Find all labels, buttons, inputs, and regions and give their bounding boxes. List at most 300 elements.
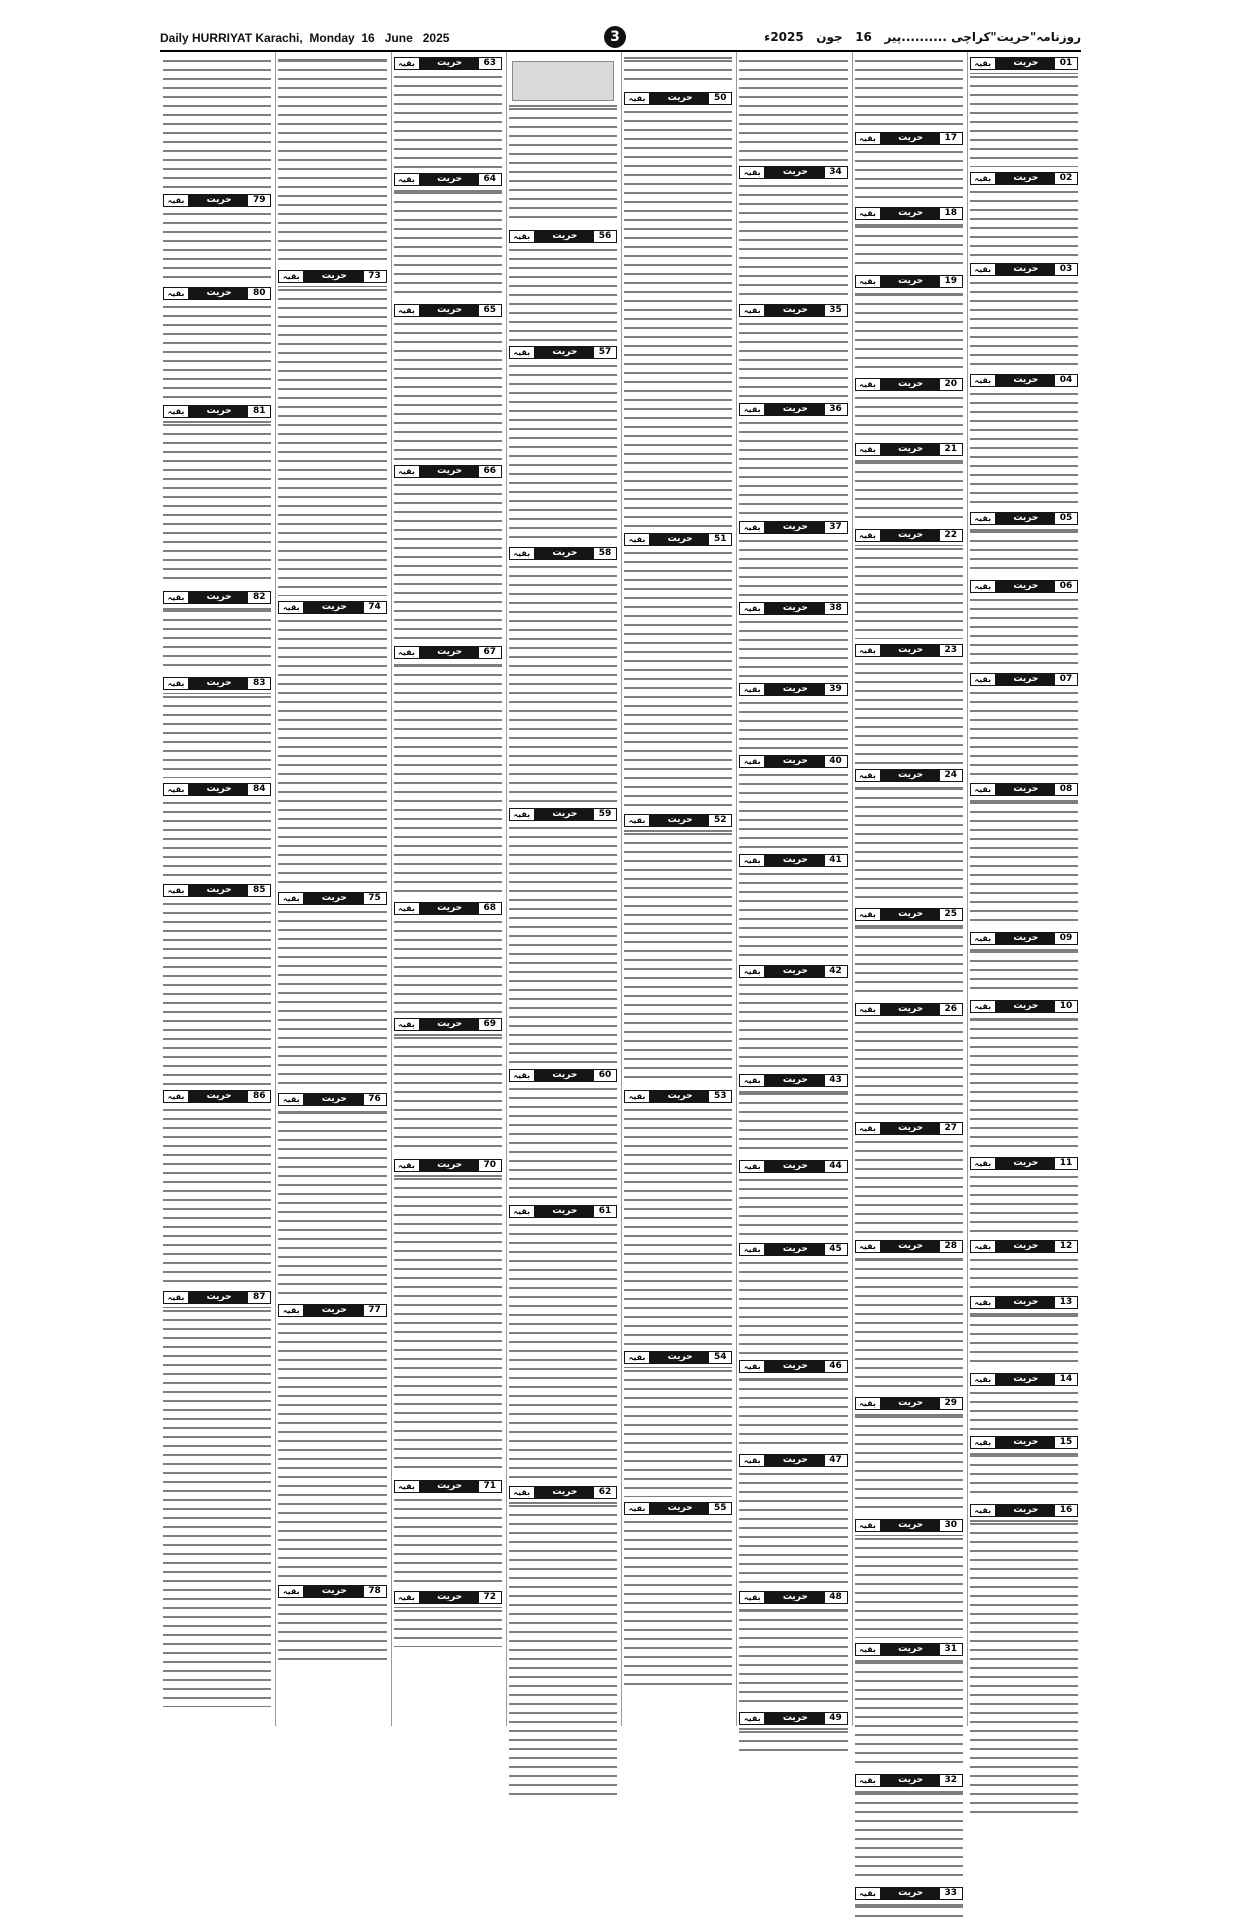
item-continuation-label: بقیہ: [856, 1775, 880, 1786]
item-header-bar: [739, 683, 847, 696]
item-number: 40: [825, 756, 847, 767]
news-item: [968, 507, 1080, 575]
news-item: [968, 1431, 1080, 1499]
item-masthead-word: حریت: [1013, 581, 1039, 591]
item-continuation-label: بقیہ: [164, 678, 188, 689]
news-item: [968, 1152, 1080, 1235]
news-item: [507, 1200, 619, 1481]
item-continuation-label: بقیہ: [971, 1374, 995, 1385]
item-masthead-word: حریت: [321, 1586, 347, 1596]
item-masthead-word: حریت: [552, 548, 578, 558]
item-header-bar: [855, 275, 963, 288]
item-continuation-label: بقیہ: [971, 1001, 995, 1012]
item-header-bar: [970, 1373, 1078, 1386]
item-masthead-word: حریت: [321, 602, 347, 612]
news-item: [276, 596, 388, 887]
item-masthead-word: حریت: [782, 1075, 808, 1085]
item-number: 32: [940, 1775, 962, 1786]
article-text-block: [394, 1034, 502, 1154]
news-item: [276, 1580, 388, 1661]
article-text-block: [970, 1389, 1078, 1431]
item-continuation-label: بقیہ: [625, 534, 649, 545]
item-continuation-label: بقیہ: [971, 264, 995, 275]
article-text-block: [394, 481, 502, 641]
item-header-bar: [970, 1504, 1078, 1517]
article-text-block: [855, 1659, 963, 1769]
article-text-block: [970, 799, 1078, 927]
news-item: [853, 1882, 965, 1923]
item-masthead-word: حریت: [321, 271, 347, 281]
item-number: 35: [825, 305, 847, 316]
item-continuation-label: بقیہ: [164, 784, 188, 795]
item-continuation-label: بقیہ: [856, 444, 880, 455]
item-header-bar: [509, 808, 617, 821]
item-number: 01: [1055, 58, 1077, 69]
article-text-block: [509, 105, 617, 225]
article-text-block: [394, 320, 502, 460]
news-item: [737, 849, 849, 960]
item-masthead-word: حریت: [667, 93, 693, 103]
item-masthead-word: حریت: [782, 1361, 808, 1371]
item-continuation-label: بقیہ: [740, 855, 764, 866]
item-continuation-label: بقیہ: [510, 231, 534, 242]
news-columns: [160, 52, 1081, 1898]
item-header-bar: [163, 677, 271, 690]
article-text-block: [855, 924, 963, 998]
item-number: 20: [940, 379, 962, 390]
item-header-bar: [394, 304, 502, 317]
news-item: [737, 750, 849, 849]
news-column: [852, 52, 965, 1898]
article-text-block: [394, 662, 502, 897]
news-item: [853, 639, 965, 764]
news-item: [276, 887, 388, 1088]
item-continuation-label: بقیہ: [971, 1241, 995, 1252]
item-header-bar: [624, 533, 732, 546]
news-item: [853, 764, 965, 903]
news-item: [276, 1299, 388, 1580]
item-header-bar: [970, 512, 1078, 525]
article-text-block: [624, 1518, 732, 1688]
news-item: [392, 641, 504, 897]
item-number: 39: [825, 684, 847, 695]
item-masthead-word: حریت: [667, 815, 693, 825]
item-number: 71: [479, 1481, 501, 1492]
item-masthead-word: حریت: [437, 466, 463, 476]
item-number: 56: [594, 231, 616, 242]
news-item: [507, 341, 619, 542]
item-continuation-label: بقیہ: [971, 513, 995, 524]
news-item: [737, 1586, 849, 1707]
item-number: 60: [594, 1070, 616, 1081]
article-text-block: [739, 1607, 847, 1707]
item-masthead-word: حریت: [667, 1503, 693, 1513]
item-masthead-word: حریت: [321, 1305, 347, 1315]
news-item: [737, 1155, 849, 1238]
item-continuation-label: بقیہ: [856, 379, 880, 390]
item-continuation-label: بقیہ: [510, 1487, 534, 1498]
news-item: [161, 282, 273, 400]
article-text-block: [970, 1452, 1078, 1499]
masthead: [160, 26, 1081, 52]
item-number: 13: [1055, 1297, 1077, 1308]
item-masthead-word: حریت: [782, 522, 808, 532]
item-continuation-label: بقیہ: [856, 1520, 880, 1531]
item-header-bar: [278, 1304, 386, 1317]
item-number: 68: [479, 903, 501, 914]
item-masthead-word: حریت: [206, 592, 232, 602]
item-masthead-word: حریت: [1013, 264, 1039, 274]
item-masthead-word: حریت: [437, 1592, 463, 1602]
item-continuation-label: بقیہ: [740, 966, 764, 977]
item-continuation-label: بقیہ: [740, 522, 764, 533]
item-continuation-label: بقیہ: [279, 893, 303, 904]
item-masthead-word: حریت: [1013, 1505, 1039, 1515]
item-continuation-label: بقیہ: [279, 602, 303, 613]
item-masthead-word: حریت: [782, 167, 808, 177]
item-number: 66: [479, 466, 501, 477]
item-number: 85: [248, 885, 270, 896]
item-number: 11: [1055, 1158, 1077, 1169]
item-number: 81: [248, 406, 270, 417]
item-number: 58: [594, 548, 616, 559]
item-number: 36: [825, 404, 847, 415]
item-masthead-word: حریت: [898, 208, 924, 218]
item-header-bar: [739, 1454, 847, 1467]
article-text-block: [624, 1106, 732, 1346]
item-masthead-word: حریت: [321, 1094, 347, 1104]
article-text-block: [855, 1413, 963, 1514]
item-continuation-label: بقیہ: [856, 1398, 880, 1409]
item-number: 31: [940, 1644, 962, 1655]
article-text-block: [278, 1601, 386, 1661]
article-text-block: [509, 1085, 617, 1200]
news-item: [161, 778, 273, 879]
item-header-bar: [739, 304, 847, 317]
news-column: [391, 52, 504, 1726]
article-text-block: [163, 900, 271, 1085]
item-masthead-word: حریت: [667, 1091, 693, 1101]
news-item: [276, 265, 388, 596]
item-masthead-word: حریت: [206, 784, 232, 794]
article-text-block: [394, 1607, 502, 1647]
item-number: 19: [940, 276, 962, 287]
news-item: [853, 1392, 965, 1514]
item-number: 77: [364, 1305, 386, 1316]
item-masthead-word: حریت: [898, 276, 924, 286]
news-item: [968, 995, 1080, 1152]
item-continuation-label: بقیہ: [164, 288, 188, 299]
article-text-block: [739, 771, 847, 849]
article-text-block: [163, 799, 271, 879]
item-number: 48: [825, 1592, 847, 1603]
item-masthead-word: حریت: [898, 770, 924, 780]
item-number: 80: [248, 288, 270, 299]
item-number: 24: [940, 770, 962, 781]
item-number: 26: [940, 1004, 962, 1015]
item-continuation-label: بقیہ: [856, 276, 880, 287]
news-column: [621, 52, 734, 1726]
item-continuation-label: بقیہ: [510, 1206, 534, 1217]
item-masthead-word: حریت: [1013, 1241, 1039, 1251]
item-masthead-word: حریت: [437, 1481, 463, 1491]
article-text-block: [509, 1502, 617, 1802]
news-photo: [512, 61, 614, 101]
item-header-bar: [509, 346, 617, 359]
item-masthead-word: حریت: [321, 893, 347, 903]
article-text-block: [855, 394, 963, 438]
news-item: [392, 1154, 504, 1475]
article-text-block: [855, 291, 963, 373]
item-masthead-word: حریت: [667, 1352, 693, 1362]
item-masthead-word: حریت: [898, 379, 924, 389]
item-masthead-word: حریت: [782, 603, 808, 613]
item-continuation-label: بقیہ: [971, 58, 995, 69]
item-masthead-word: حریت: [898, 1123, 924, 1133]
article-text-block: [624, 57, 732, 87]
news-item: [622, 809, 734, 1085]
news-item: [161, 1286, 273, 1707]
news-item: [392, 168, 504, 299]
news-item: [276, 1088, 388, 1299]
item-number: 27: [940, 1123, 962, 1134]
item-number: 07: [1055, 674, 1077, 685]
item-continuation-label: بقیہ: [625, 93, 649, 104]
item-number: 64: [479, 174, 501, 185]
item-header-bar: [509, 1069, 617, 1082]
article-text-block: [970, 73, 1078, 167]
news-item: [737, 1238, 849, 1355]
item-continuation-label: بقیہ: [625, 1352, 649, 1363]
article-text-block: [855, 1256, 963, 1392]
article-text-block: [509, 362, 617, 542]
item-masthead-word: حریت: [206, 678, 232, 688]
item-header-bar: [278, 1093, 386, 1106]
article-text-block: [394, 918, 502, 1013]
news-column: [161, 52, 273, 1726]
item-masthead-word: حریت: [552, 231, 578, 241]
item-number: 23: [940, 645, 962, 656]
news-item: [968, 778, 1080, 927]
item-continuation-label: بقیہ: [740, 756, 764, 767]
news-item: [968, 1499, 1080, 1820]
item-header-bar: [624, 814, 732, 827]
item-header-bar: [970, 1240, 1078, 1253]
article-text-block: [855, 223, 963, 270]
article-text-block: [855, 785, 963, 903]
item-continuation-label: بقیہ: [395, 1160, 419, 1171]
item-header-bar: [278, 270, 386, 283]
item-continuation-label: بقیہ: [625, 1091, 649, 1102]
item-masthead-word: حریت: [1013, 933, 1039, 943]
item-header-bar: [970, 783, 1078, 796]
item-header-bar: [394, 902, 502, 915]
item-continuation-label: بقیہ: [164, 885, 188, 896]
news-item: [853, 1235, 965, 1392]
article-text-block: [970, 390, 1078, 507]
news-item: [853, 998, 965, 1117]
item-continuation-label: بقیہ: [971, 784, 995, 795]
item-masthead-word: حریت: [552, 1206, 578, 1216]
article-text-block: [394, 73, 502, 168]
item-masthead-word: حریت: [898, 1644, 924, 1654]
news-item: [161, 52, 273, 189]
news-item: [968, 258, 1080, 369]
article-text-block: [394, 1175, 502, 1475]
item-masthead-word: حریت: [782, 684, 808, 694]
item-number: 49: [825, 1713, 847, 1724]
news-item: [392, 1013, 504, 1154]
item-number: 76: [364, 1094, 386, 1105]
item-continuation-label: بقیہ: [971, 933, 995, 944]
item-masthead-word: حریت: [782, 404, 808, 414]
item-continuation-label: بقیہ: [856, 1241, 880, 1252]
item-masthead-word: حریت: [782, 1161, 808, 1171]
item-header-bar: [855, 132, 963, 145]
item-header-bar: [394, 1480, 502, 1493]
item-continuation-label: بقیہ: [856, 770, 880, 781]
item-continuation-label: بقیہ: [395, 58, 419, 69]
article-text-block: [278, 1320, 386, 1580]
item-header-bar: [855, 378, 963, 391]
item-masthead-word: حریت: [552, 1070, 578, 1080]
item-header-bar: [855, 443, 963, 456]
item-header-bar: [739, 403, 847, 416]
item-masthead-word: حریت: [1013, 173, 1039, 183]
article-text-block: [739, 1090, 847, 1155]
item-header-bar: [855, 1240, 963, 1253]
item-header-bar: [855, 207, 963, 220]
article-text-block: [739, 320, 847, 398]
item-header-bar: [394, 173, 502, 186]
news-item: [737, 52, 849, 161]
item-number: 18: [940, 208, 962, 219]
item-header-bar: [394, 646, 502, 659]
news-item: [392, 1475, 504, 1586]
item-header-bar: [739, 1074, 847, 1087]
item-masthead-word: حریت: [206, 1091, 232, 1101]
item-header-bar: [163, 591, 271, 604]
news-item: [853, 52, 965, 127]
item-number: 29: [940, 1398, 962, 1409]
news-item: [737, 1069, 849, 1155]
item-continuation-label: بقیہ: [395, 647, 419, 658]
article-text-block: [970, 528, 1078, 575]
article-text-block: [163, 607, 271, 672]
item-continuation-label: بقیہ: [164, 592, 188, 603]
item-number: 03: [1055, 264, 1077, 275]
news-item: [622, 1346, 734, 1497]
news-item: [737, 678, 849, 750]
item-continuation-label: بقیہ: [856, 1123, 880, 1134]
article-text-block: [970, 1312, 1078, 1368]
news-item: [392, 1586, 504, 1647]
item-continuation-label: بقیہ: [740, 404, 764, 415]
news-item: [622, 52, 734, 87]
item-masthead-word: حریت: [898, 530, 924, 540]
item-number: 53: [709, 1091, 731, 1102]
item-continuation-label: بقیہ: [740, 1244, 764, 1255]
item-number: 14: [1055, 1374, 1077, 1385]
news-item: [507, 52, 619, 225]
article-text-block: [855, 660, 963, 764]
item-masthead-word: حریت: [898, 909, 924, 919]
article-text-block: [739, 1176, 847, 1238]
news-item: [161, 400, 273, 586]
news-item: [507, 225, 619, 341]
item-number: 25: [940, 909, 962, 920]
item-header-bar: [739, 602, 847, 615]
item-header-bar: [394, 465, 502, 478]
item-header-bar: [739, 1243, 847, 1256]
article-text-block: [278, 617, 386, 887]
item-number: 44: [825, 1161, 847, 1172]
item-number: 38: [825, 603, 847, 614]
article-text-block: [855, 57, 963, 127]
item-number: 79: [248, 195, 270, 206]
item-continuation-label: بقیہ: [856, 1644, 880, 1655]
article-text-block: [163, 210, 271, 282]
item-number: 54: [709, 1352, 731, 1363]
item-header-bar: [739, 166, 847, 179]
news-item: [968, 167, 1080, 258]
article-text-block: [624, 1367, 732, 1497]
news-item: [853, 903, 965, 998]
item-number: 34: [825, 167, 847, 178]
news-item: [853, 127, 965, 202]
news-item: [507, 1064, 619, 1200]
item-masthead-word: حریت: [898, 1398, 924, 1408]
news-item: [622, 1497, 734, 1688]
item-continuation-label: بقیہ: [279, 1305, 303, 1316]
news-item: [968, 927, 1080, 995]
item-number: 30: [940, 1520, 962, 1531]
item-number: 17: [940, 133, 962, 144]
item-masthead-word: حریت: [552, 809, 578, 819]
item-masthead-word: حریت: [1013, 1297, 1039, 1307]
article-text-block: [739, 57, 847, 161]
news-item: [392, 897, 504, 1013]
item-number: 74: [364, 602, 386, 613]
item-header-bar: [739, 521, 847, 534]
item-header-bar: [970, 1000, 1078, 1013]
item-masthead-word: حریت: [782, 855, 808, 865]
article-text-block: [278, 286, 386, 596]
item-number: 70: [479, 1160, 501, 1171]
item-continuation-label: بقیہ: [510, 548, 534, 559]
news-item: [737, 398, 849, 516]
news-item: [737, 960, 849, 1069]
news-item: [853, 202, 965, 270]
item-masthead-word: حریت: [206, 406, 232, 416]
article-text-block: [278, 908, 386, 1088]
item-header-bar: [163, 1090, 271, 1103]
item-header-bar: [739, 1160, 847, 1173]
item-header-bar: [509, 1486, 617, 1499]
news-item: [853, 1638, 965, 1769]
article-text-block: [970, 948, 1078, 995]
item-header-bar: [739, 1591, 847, 1604]
item-header-bar: [163, 287, 271, 300]
item-number: 63: [479, 58, 501, 69]
item-continuation-label: بقیہ: [510, 1070, 534, 1081]
item-number: 73: [364, 271, 386, 282]
news-item: [161, 189, 273, 282]
news-item: [161, 672, 273, 778]
item-number: 72: [479, 1592, 501, 1603]
item-masthead-word: حریت: [437, 903, 463, 913]
news-item: [968, 1368, 1080, 1431]
